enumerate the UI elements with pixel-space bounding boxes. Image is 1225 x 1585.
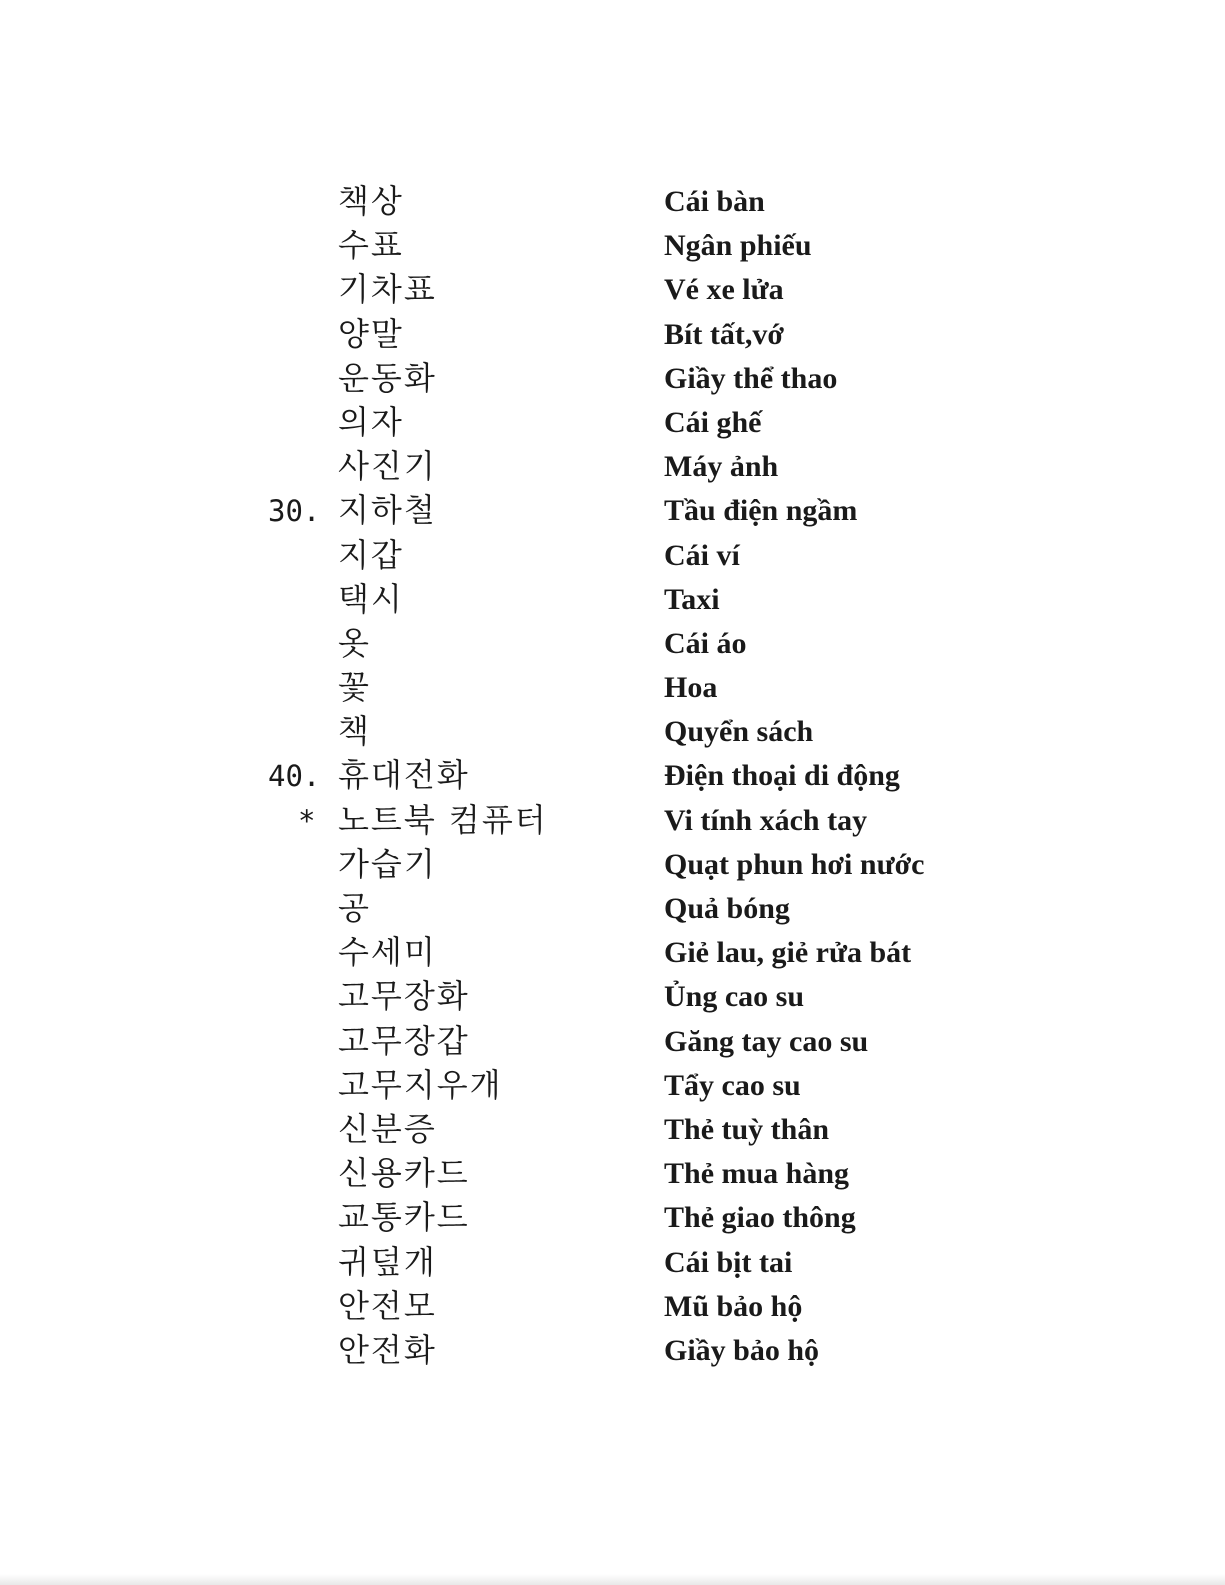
vietnamese-translation: Mũ bảo hộ <box>664 1289 803 1323</box>
korean-word: 택시 <box>338 579 404 618</box>
korean-word: 운동화 <box>338 358 437 397</box>
korean-word: 귀덮개 <box>338 1242 437 1281</box>
vocab-row <box>260 754 980 798</box>
vocab-row <box>260 578 980 622</box>
vietnamese-translation: Tầu điện ngầm <box>664 494 858 528</box>
vietnamese-translation: Cái ghế <box>664 405 762 439</box>
korean-word: 고무장화 <box>338 977 470 1016</box>
korean-word: 안전화 <box>338 1330 437 1369</box>
vocab-row <box>260 224 980 268</box>
vocab-row <box>260 1152 980 1196</box>
vocab-row <box>260 710 980 754</box>
vietnamese-translation: Quyển sách <box>664 715 814 749</box>
vietnamese-translation: Quạt phun hơi nước <box>664 847 925 881</box>
vocab-row <box>260 1108 980 1152</box>
vietnamese-translation: Găng tay cao su <box>664 1024 869 1058</box>
korean-word: 휴대전화 <box>338 756 470 795</box>
vietnamese-translation: Giầy thể thao <box>664 361 838 395</box>
korean-word: 교통카드 <box>338 1198 470 1237</box>
korean-word: 책 <box>338 712 371 751</box>
vocab-row <box>260 313 980 357</box>
vietnamese-translation: Giầy bảo hộ <box>664 1333 820 1367</box>
korean-word: 책상 <box>338 182 404 220</box>
korean-word: 고무장갑 <box>338 1021 470 1060</box>
vocab-row <box>260 666 980 710</box>
vocab-row <box>260 931 980 975</box>
korean-word: 고무지우개 <box>338 1065 503 1104</box>
korean-word: 신용카드 <box>338 1154 470 1193</box>
vietnamese-translation: Thẻ tuỳ thân <box>664 1112 830 1146</box>
korean-word: 의자 <box>338 402 404 441</box>
vocab-row <box>260 1064 980 1108</box>
vocab-row <box>260 887 980 931</box>
vietnamese-translation: Cái ví <box>664 538 740 572</box>
item-number-marker: 30. <box>268 494 321 529</box>
vietnamese-translation: Taxi <box>664 582 720 616</box>
vocab-row <box>260 1329 980 1373</box>
vietnamese-translation: Ngân phiếu <box>664 229 812 263</box>
page-bottom-edge <box>0 1574 1225 1585</box>
vocab-row <box>260 357 980 401</box>
vietnamese-translation: Hoa <box>664 671 718 705</box>
vietnamese-translation: Điện thoại di động <box>664 759 900 793</box>
vocab-row <box>260 622 980 666</box>
vocab-row <box>260 1020 980 1064</box>
vietnamese-translation: Vi tính xách tay <box>664 803 868 837</box>
korean-word: 양말 <box>338 314 404 353</box>
vietnamese-translation: Bít tất,vớ <box>664 317 784 351</box>
vocab-row <box>260 268 980 312</box>
korean-word: 꽃 <box>338 668 371 707</box>
vietnamese-translation: Vé xe lửa <box>664 273 784 307</box>
vocabulary-list <box>260 180 980 1373</box>
vietnamese-translation: Quả bóng <box>664 892 790 925</box>
korean-word: 가습기 <box>338 844 437 883</box>
vietnamese-translation: Giẻ lau, giẻ rửa bát <box>664 936 912 970</box>
vocab-row <box>260 1285 980 1329</box>
korean-word: 기차표 <box>338 270 437 309</box>
vietnamese-translation: Máy ảnh <box>664 450 779 484</box>
korean-word: 신분증 <box>338 1109 437 1148</box>
item-number-marker: 40. <box>268 759 321 794</box>
vocab-row <box>260 1196 980 1240</box>
vietnamese-translation: Cái bàn <box>664 185 765 218</box>
korean-word: 수표 <box>338 226 404 265</box>
vocab-row <box>260 1241 980 1285</box>
korean-word: 수세미 <box>338 933 437 972</box>
vocab-row <box>260 975 980 1019</box>
vietnamese-translation: Cái bịt tai <box>664 1245 793 1279</box>
vocab-row <box>260 799 980 843</box>
korean-word: 공 <box>338 889 371 927</box>
vocab-row <box>260 401 980 445</box>
item-number-marker: * <box>298 803 316 838</box>
vocab-row <box>260 843 980 887</box>
vocab-row <box>260 180 980 224</box>
vietnamese-translation: Cái áo <box>664 626 747 660</box>
korean-word: 옷 <box>338 623 371 662</box>
korean-word: 노트북 컴퓨터 <box>338 800 548 839</box>
vietnamese-translation: Thẻ giao thông <box>664 1201 856 1235</box>
vocab-row <box>260 534 980 578</box>
korean-word: 안전모 <box>338 1286 437 1325</box>
korean-word: 지하철 <box>338 491 437 530</box>
vietnamese-translation: Thẻ mua hàng <box>664 1157 850 1191</box>
korean-word: 지갑 <box>338 535 404 574</box>
vocab-row <box>260 489 980 533</box>
vietnamese-translation: Ủng cao su <box>664 980 805 1014</box>
korean-word: 사진기 <box>338 447 437 486</box>
vocab-row <box>260 445 980 489</box>
vietnamese-translation: Tẩy cao su <box>664 1068 801 1102</box>
